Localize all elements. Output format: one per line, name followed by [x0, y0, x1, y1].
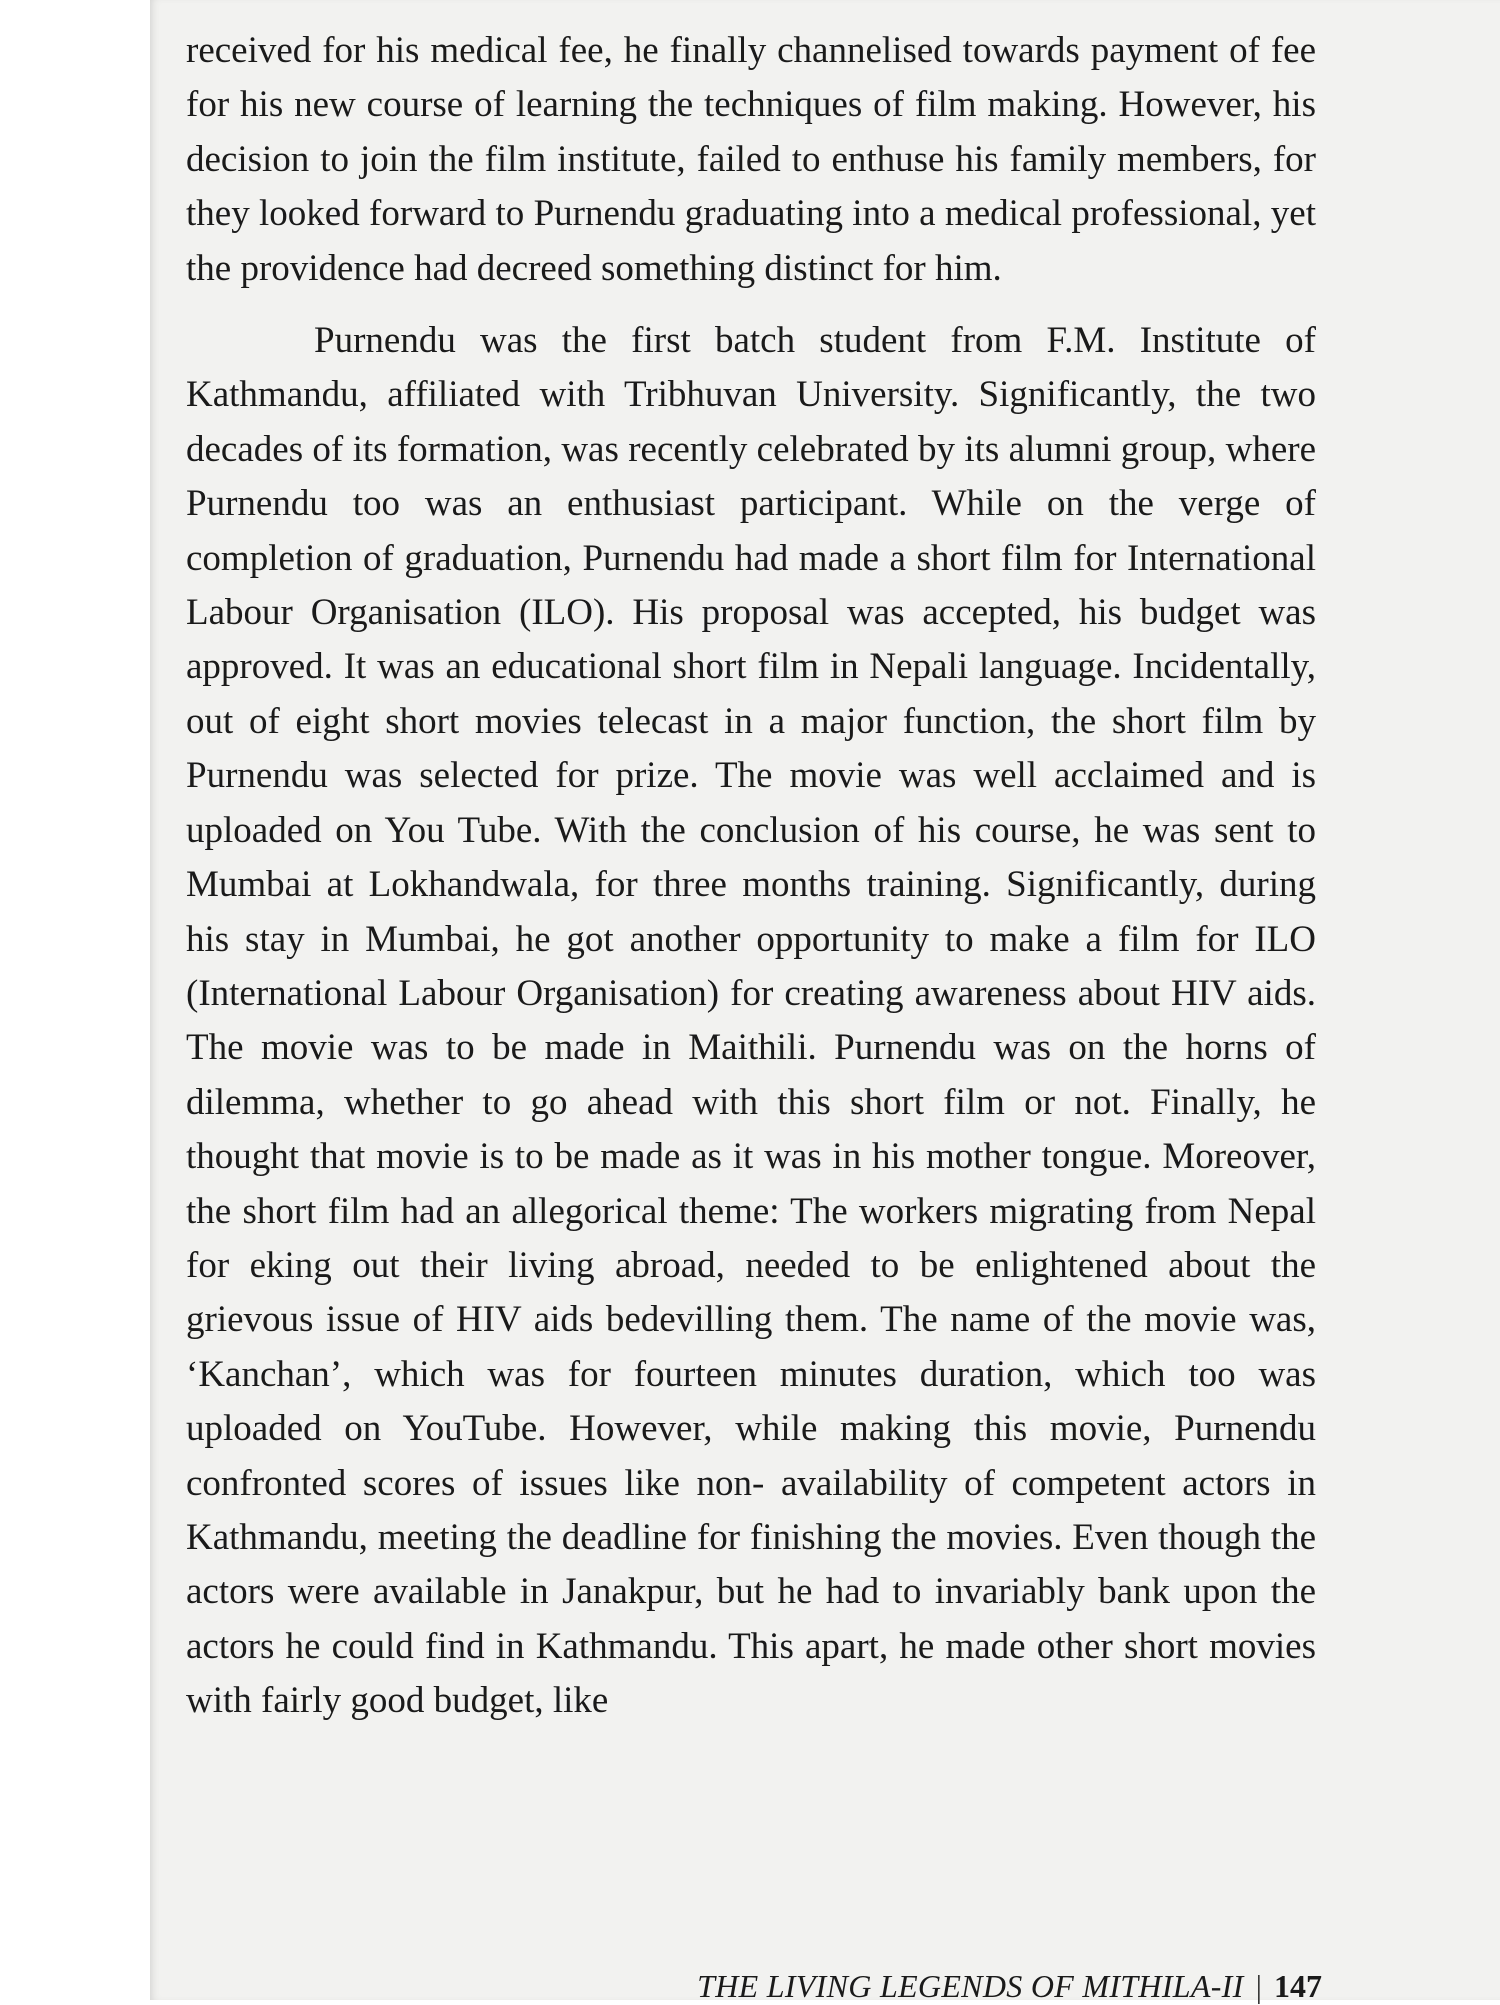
- paragraph-1: received for his medical fee, he finally channelised towards payment of fee for his new course of learning the techniques of film making. However, his decision to join the film institute, failed to enthuse his family members, for they looked forward to Purnendu graduating into a medical professional, yet the providence had decreed something distinct for him.: [186, 30, 1316, 289]
- footer-separator: |: [1255, 1968, 1262, 2004]
- page-number: 147: [1274, 1968, 1322, 2004]
- body-text: [186, 24, 1316, 1729]
- book-page: [150, 0, 1500, 2000]
- running-title: THE LIVING LEGENDS OF MITHILA-II: [697, 1968, 1244, 2004]
- left-margin: [0, 0, 150, 2000]
- page-footer: [697, 1968, 1322, 2005]
- paragraph-2: Purnendu was the first batch student from F.M. Institute of Kathmandu, affiliated with Tribhuvan University. Significantly, the two decades of its formation, was recently celebrated by its alumni group, where Purnendu too was an enthusiast participant. While on the verge of completion of graduation, Purnendu had made a short film for International Labour Organisation (ILO). His proposal was accepted, his budget was approved. It was an educational short film in Nepali language. Incidentally, out of eight short movies telecast in a major function, the short film by Purnendu was selected for prize. The movie was well acclaimed and is uploaded on You Tube. With the conclusion of his course, he was sent to Mumbai at Lokhandwala, for three months training. Significantly, during his stay in Mumbai, he got another opportunity to make a film for ILO (International Labour Organisation) for creating awareness about HIV aids. The movie was to be made in Maithili. Purnendu was on the horns of dilemma, whether to go ahead with this short film or not. Finally, he thought that movie is to be made as it was in his mother tongue. Moreover, the short film had an allegorical theme: The workers migrating from Nepal for eking out their living abroad, needed to be enlightened about the grievous issue of HIV aids bedevilling them. The name of the movie was, ‘Kanchan’, which was for fourteen minutes duration, which too was uploaded on YouTube. However, while making this movie, Purnendu confronted scores of issues like non- availability of competent actors in Kathmandu, meeting the deadline for finishing the movies. Even though the actors were available in Janakpur, but he had to invariably bank upon the actors he could find in Kathmandu. This apart, he made other short movies with fairly good budget, like: [186, 320, 1316, 1722]
